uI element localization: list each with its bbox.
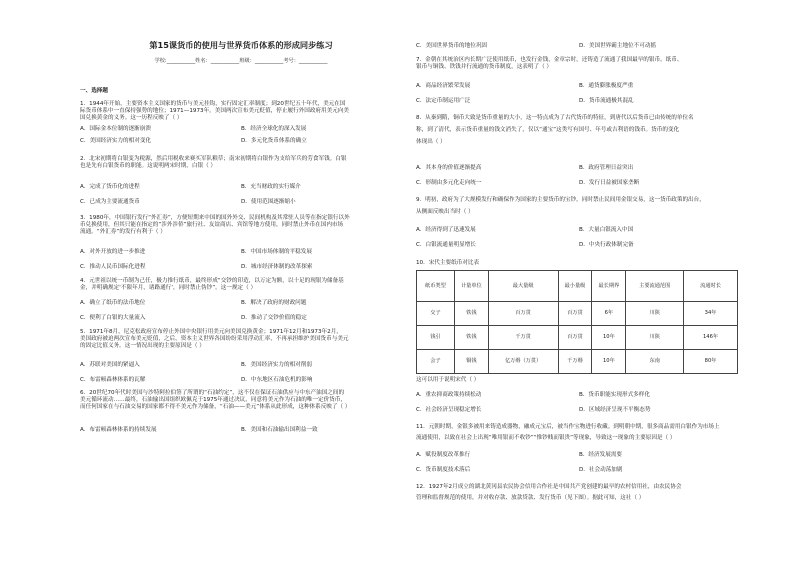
- question-3: [80, 215, 402, 236]
- option-a[interactable]: A．完成了货币化的进程: [80, 184, 140, 190]
- option-d[interactable]: D．社会动荡加剧: [579, 467, 623, 473]
- option-d[interactable]: D．推动了交钞价值的稳定: [241, 315, 307, 321]
- question-5-options: [80, 362, 402, 384]
- table-row: [417, 350, 738, 374]
- question-10: [416, 260, 742, 267]
- question-text: 银币与铜钱、铁钱并行流通的货币制度，这表明了（ ）: [416, 64, 553, 70]
- question-text: 美国政府被迫两次宣布美元贬值，之后，资本主义世界各国纷纷采用浮动汇率，不再承担维护美国货币与美元: [80, 336, 349, 342]
- question-7-options: [416, 83, 742, 105]
- question-text: 10．宋代主要纸币对比表: [416, 260, 480, 266]
- table-cell: 80年: [684, 350, 738, 374]
- question-text: 管理和监督规范的使用，并对收存款、放款贷款、发行货币（见下图）。据此可知，这社（ ）: [416, 495, 645, 501]
- table-header-row: [417, 271, 738, 302]
- question-text: 体现出（ ）: [416, 139, 446, 145]
- option-a[interactable]: A．国际金本位制的逐渐崩溃: [80, 126, 151, 132]
- question-text: 2．北宋初期将白银变为税源，然后用税收来赛买军队粮草；南宋初期将白银作为支给军兵的劳食军钱。白银: [80, 156, 347, 162]
- option-c[interactable]: C．形制由多元化走向统一: [416, 180, 482, 186]
- option-b[interactable]: B．大量白银流入中国: [579, 227, 634, 233]
- question-text: 4．元世祖以统一币制为己任，极力推行纸币，最终形成“交钞的印造，以万定为额，以十足的现银为储备基: [80, 278, 344, 284]
- table-cell: 会子: [417, 350, 455, 374]
- table-cell: 10年: [592, 326, 626, 350]
- question-text: 3．1980年，中国银行发行“外汇券”，方便短期来中国的国外外交、民间机构及其常驻人员等在指定银行以外: [80, 215, 350, 221]
- page-title: 第15课货币的使用与世界货币体系的形成同步练习: [149, 40, 333, 50]
- table-header-cell: 计量单位: [454, 271, 488, 302]
- option-a[interactable]: A．赋役制度改革推行: [416, 452, 471, 458]
- table-cell: 6年: [592, 302, 626, 326]
- table-cell: 铜钱: [454, 350, 488, 374]
- table-header-cell: 最大量级: [488, 271, 558, 302]
- option-d[interactable]: D．中央行政体制完备: [579, 242, 634, 248]
- option-c[interactable]: C．便利了白银的大量流入: [80, 315, 146, 321]
- table-row: [417, 302, 738, 326]
- question-text: 币兑换使用，但其只能在指定的“涉外涉侨”旅行社、友谊商店、宾馆等地方使用，同时禁止外币在国内市场: [80, 222, 344, 228]
- table-cell: 146年: [684, 326, 738, 350]
- option-d[interactable]: D．美国世界霸主地位不可动摇: [579, 43, 657, 49]
- table-cell: 铁钱: [454, 302, 488, 326]
- option-c[interactable]: C．已成为主要流通货币: [80, 199, 140, 205]
- question-2: [80, 156, 402, 170]
- question-text: 美元循环流动……最终，石油输出国组织欧佩克于1975年通过决议，同意将美元作为石油的唯一定价货币，: [80, 397, 346, 403]
- option-c[interactable]: C．美国世界货币的地位巩固: [416, 43, 488, 49]
- option-a[interactable]: A．确立了纸币的法币地位: [80, 300, 146, 306]
- table-cell: 交子: [417, 302, 455, 326]
- table-header-cell: 最长期界: [592, 271, 626, 302]
- question-text: 12．1927年2月成立的湖北黄冈县农民协会信用合作社是中国共产党创建的最早的农村信用社，由农民协会: [416, 484, 682, 490]
- question-text: 5．1971年8月，尼克松政府宣布停止外国中央银行用美元向美国兑换黄金；1971年12月和1973年2月，: [80, 329, 342, 335]
- question-1-options: [80, 126, 402, 145]
- question-text: 8．从秦到隋，铜币大致是货币重量的大小，这一特点成为了古代货币的特征，到唐代以后货币已由传统的单位名: [416, 115, 694, 121]
- question-text: 国兑换黄金的义务。这一历程反映了（ ）: [80, 115, 183, 121]
- question-text: 11．元朝时期，金银多被用来铸造成器物，融成元宝后，被当作宝物进行收藏。到明朝中期，很多商品需用白银作为市场上: [416, 424, 720, 430]
- question-10-stem: [416, 377, 742, 384]
- question-8-options: [416, 165, 742, 187]
- table-cell: 川陕: [626, 302, 684, 326]
- table-header-cell: 最小量级: [558, 271, 592, 302]
- question-1: [80, 101, 402, 122]
- question-text: 从侧面反映出当时（ ）: [416, 209, 474, 215]
- option-b[interactable]: B．美国经济实力的相对削弱: [241, 362, 312, 368]
- option-b[interactable]: B．货币职能实现形式多样化: [579, 392, 650, 398]
- table-cell: 钱引: [417, 326, 455, 350]
- question-5: [80, 329, 402, 350]
- question-10-options: [416, 392, 742, 414]
- option-d[interactable]: D．区域经济呈现不平衡态势: [579, 407, 651, 413]
- option-b[interactable]: B．经济全球化的深入发展: [241, 126, 307, 132]
- question-11-options: [416, 452, 742, 474]
- question-4: [80, 278, 402, 292]
- option-a[interactable]: A．商品经济繁荣发展: [416, 83, 471, 89]
- question-6: [80, 390, 402, 411]
- option-d[interactable]: D．多元化货币体系的确立: [241, 138, 307, 144]
- option-d[interactable]: D．城市经济体制的改革探索: [241, 264, 313, 270]
- table-cell: 千万贯: [488, 326, 558, 350]
- question-text: 而任何国家在与石油交易的国家都不得不美元作为储备，“石油——美元”体系从此形成，这种体系反映了（ ）: [80, 404, 351, 410]
- option-b[interactable]: B．中国市场体制的平稳发展: [241, 249, 312, 255]
- table-cell: 34年: [684, 302, 738, 326]
- question-text: 际货币体系中一直保持强势的地位；1971—1973年，美国两次宣布美元贬值，停止履行外国政府用美元向美: [80, 108, 350, 114]
- option-b[interactable]: B．通货膨胀极度严重: [579, 83, 634, 89]
- question-text: 9．明初，政府为了大规模发行和确保作为国家的主要货币的宝钞，同时禁止民间用金银交易，这一货币政策的出台，: [416, 197, 705, 203]
- question-text: 的固定比值义务。这一情况出现的主要原因是（ ）: [80, 343, 205, 349]
- question-text: 流通使用，以致在社会上出现“唯用银而不收钞”“惟钞贱而银贵”等现象，导致这一现象的主要原因是（ ）: [416, 435, 676, 441]
- question-12: [416, 484, 742, 502]
- question-text: 流通。“外汇券”的发行有利于（ ）: [80, 229, 166, 235]
- option-c[interactable]: C．白银流通量明显增长: [416, 242, 476, 248]
- question-3-options: [80, 249, 402, 271]
- table-cell: 亿万缗（万贯）: [488, 350, 558, 374]
- option-d[interactable]: D．使用范围逐渐缩小: [241, 199, 296, 205]
- option-d[interactable]: D．发行日益被国家垄断: [579, 180, 640, 186]
- question-text: 6．20世纪70年代时美国与沙特阿拉伯签了所谓的“石油约定”，这不仅在保证石油供应与中东产油国之间的: [80, 390, 345, 396]
- option-a[interactable]: A．布雷顿森林体系的持续发展: [80, 427, 157, 433]
- option-d[interactable]: D．货币流通极其混乱: [579, 98, 634, 104]
- question-text: 7．金朝在其统治区内长期广泛使用纸币，也发行金钱，金章宗时，还铸造了流通了我国最早的银币，纸币、: [416, 57, 683, 63]
- option-b[interactable]: B．政府管理日益突出: [579, 165, 634, 171]
- table-header-cell: 主要流通范围: [626, 271, 684, 302]
- option-c[interactable]: C．布雷顿森林体系的瓦解: [80, 377, 146, 383]
- table-cell: 千万缗: [558, 350, 592, 374]
- table-cell: 10年: [592, 350, 626, 374]
- option-c[interactable]: C．推动人民币国际化进程: [80, 264, 146, 270]
- option-a[interactable]: A．对外开放的进一步推进: [80, 249, 146, 255]
- table-cell: 川陕: [626, 326, 684, 350]
- option-a[interactable]: A．经济得到了迅速发展: [416, 227, 476, 233]
- option-c[interactable]: C．美国经济实力的相对变化: [80, 138, 152, 144]
- question-text: 金，并明确规定‘不限年月，诸路通行’，同时禁止伪钞”。这一规定（ ）: [80, 285, 257, 291]
- question-6-options: [80, 427, 402, 434]
- option-a[interactable]: A．苏联对美国的紧逼入: [80, 362, 140, 368]
- student-info-line: 学校:___________姓名：___________班级：___________考号：___________: [154, 58, 328, 64]
- question-text: 称，到了清代，表示货币重量的钱文消失了，仅以“通宝”这类写有国号、年号或吉利语的钱币。货币的变化: [416, 127, 680, 133]
- question-4-options: [80, 300, 402, 322]
- option-b[interactable]: B．解决了政府的财政问题: [241, 300, 307, 306]
- table-cell: 百万贯: [558, 326, 592, 350]
- table-cell: 铁钱: [454, 326, 488, 350]
- table-header-cell: 纸币类型: [417, 271, 455, 302]
- table-cell: 百万贯: [558, 302, 592, 326]
- question-6-options-continued: [416, 43, 742, 50]
- table-header-cell: 流通时长: [684, 271, 738, 302]
- table-cell: 百万贯: [488, 302, 558, 326]
- option-c[interactable]: C．社会经济呈现稳定增长: [416, 407, 482, 413]
- question-9: [416, 197, 742, 216]
- option-b[interactable]: B．经济发展需要: [579, 452, 622, 458]
- question-8: [416, 115, 742, 146]
- section-heading: 一、选择题: [80, 88, 108, 94]
- question-9-options: [416, 227, 742, 249]
- question-text: 也是先有白银货币的职能。这说明两宋时期，白银（ ）: [80, 163, 217, 169]
- table-row: [417, 326, 738, 350]
- question-text: 这可以用于说明宋代（ ）: [416, 377, 480, 383]
- option-b[interactable]: B．充当财政的实行媒介: [241, 184, 301, 190]
- option-a[interactable]: A．其本身的价值逐渐提高: [416, 165, 482, 171]
- question-text: 1．1944年开始，主要资本主义国家的货币与美元挂钩，实行固定汇率制度；到20世纪五十年代，美元在国: [80, 101, 346, 107]
- question-7: [416, 57, 742, 71]
- option-c[interactable]: C．法定币制运用广泛: [416, 98, 471, 104]
- song-paper-money-table: [416, 270, 738, 374]
- option-b[interactable]: B．美国和石油输出国利益一致: [241, 427, 318, 433]
- option-a[interactable]: A．重农抑商政策持续松动: [416, 392, 482, 398]
- table-cell: 东南: [626, 350, 684, 374]
- question-11: [416, 424, 742, 442]
- option-d[interactable]: D．中东地区石油危机的影响: [241, 377, 313, 383]
- question-2-options: [80, 184, 402, 206]
- option-c[interactable]: C．货币制度技术落后: [416, 467, 471, 473]
